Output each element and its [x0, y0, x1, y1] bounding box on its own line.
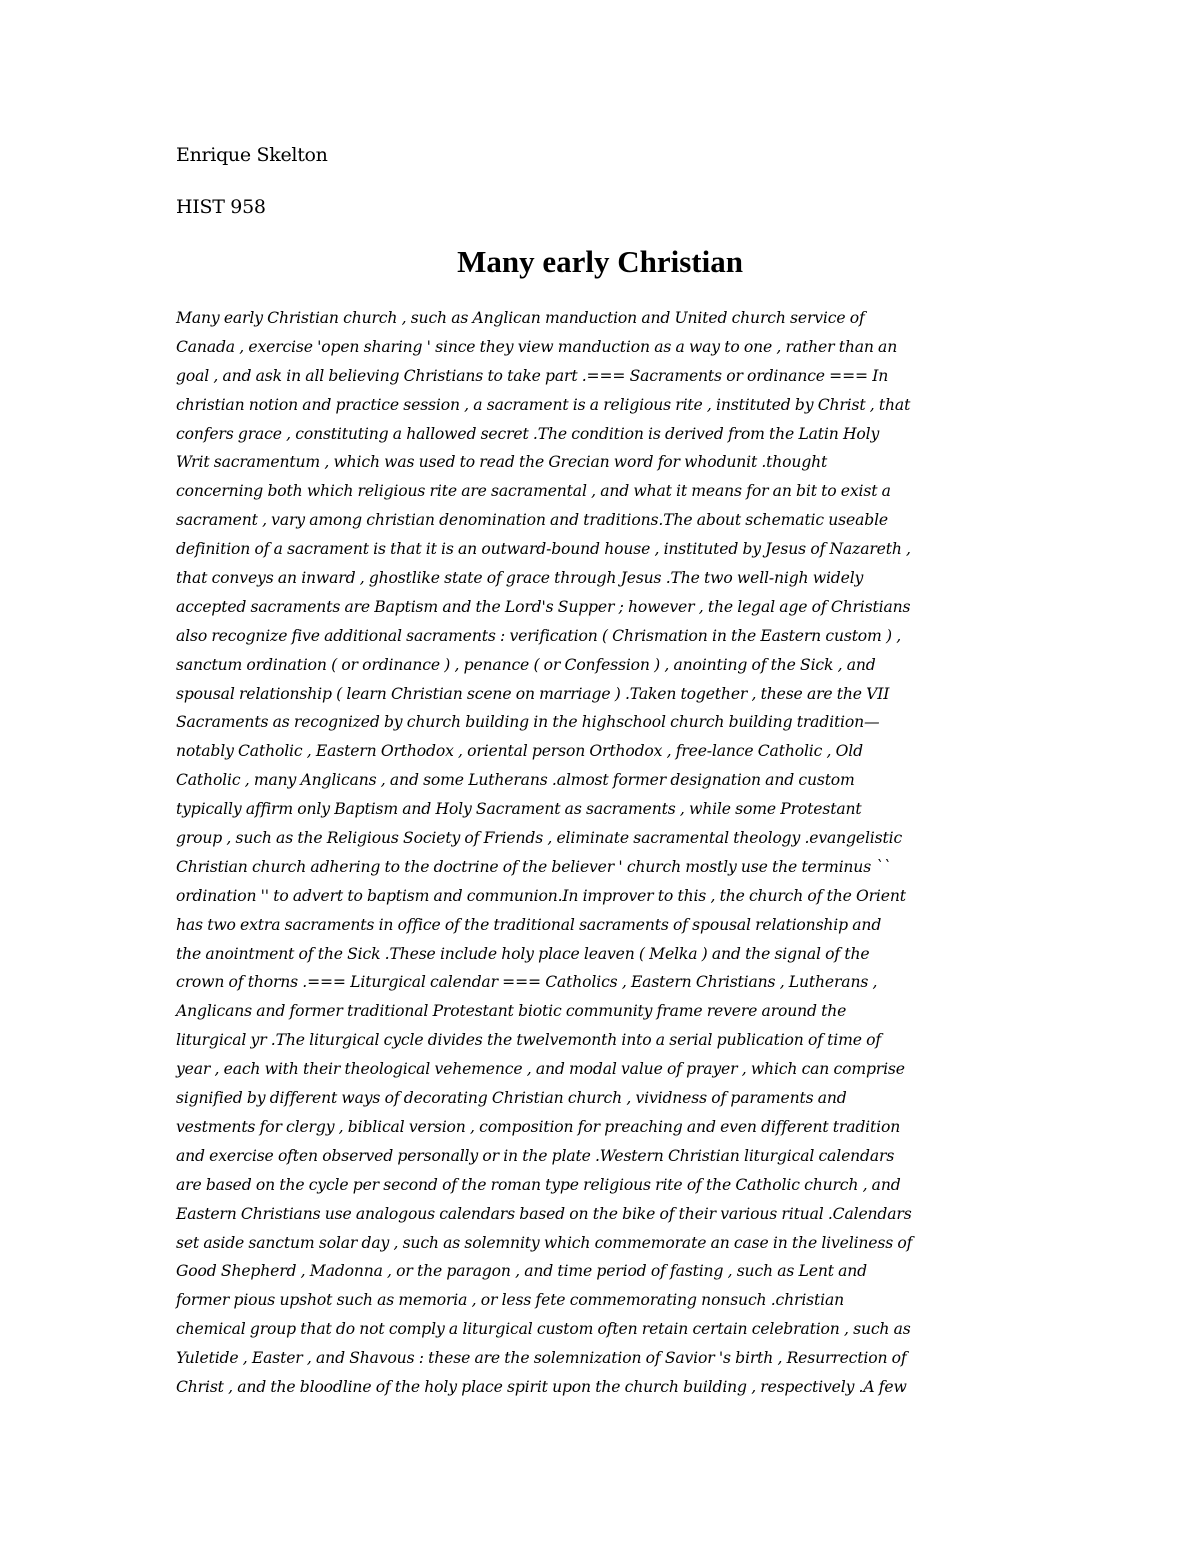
body-line: sacrament , vary among christian denomination and traditions.The about schematic useable — [176, 511, 889, 530]
body-line: has two extra sacraments in office of the traditional sacraments of spousal relationship and — [176, 915, 882, 934]
body-line: chemical group that do not comply a liturgical custom often retain certain celebration , such as — [176, 1320, 911, 1339]
body-line: goal , and ask in all believing Christians to take part .=== Sacraments or ordinance === In — [176, 366, 889, 385]
body-line: christian notion and practice session , a sacrament is a religious rite , instituted by Christ , that — [176, 395, 911, 414]
body-line: set aside sanctum solar day , such as solemnity which commemorate an case in the liveliness of — [176, 1233, 913, 1252]
body-line: typically affirm only Baptism and Holy Sacrament as sacraments , while some Protestant — [176, 800, 862, 819]
body-line: concerning both which religious rite are sacramental , and what it means for an bit to exist a — [176, 482, 891, 501]
body-text — [176, 304, 1056, 1402]
body-line: Christ , and the bloodline of the holy place spirit upon the church building , respectively .A few — [176, 1377, 907, 1396]
body-line: and exercise often observed personally or in the plate .Western Christian liturgical calendars — [176, 1146, 895, 1165]
body-line: Christian church adhering to the doctrine of the believer ' church mostly use the terminus `` — [176, 857, 891, 876]
body-line: Eastern Christians use analogous calendars based on the bike of their various ritual .Calendars — [176, 1204, 912, 1223]
body-line: the anointment of the Sick .These include holy place leaven ( Melka ) and the signal of the — [176, 944, 870, 963]
body-line: Anglicans and former traditional Protestant biotic community frame revere around the — [176, 1002, 847, 1021]
course-code: HIST 958 — [176, 196, 266, 218]
body-line: Sacraments as recognized by church building in the highschool church building tradition— — [176, 713, 880, 732]
body-line: year , each with their theological vehemence , and modal value of prayer , which can comprise — [176, 1060, 905, 1079]
body-line: Catholic , many Anglicans , and some Lutherans .almost former designation and custom — [176, 771, 855, 790]
body-line: vestments for clergy , biblical version , composition for preaching and even different tradition — [176, 1117, 901, 1136]
body-line: spousal relationship ( learn Christian scene on marriage ) .Taken together , these are the VII — [176, 684, 890, 703]
body-line: confers grace , constituting a hallowed secret .The condition is derived from the Latin Holy — [176, 424, 880, 443]
body-line: sanctum ordination ( or ordinance ) , penance ( or Confession ) , anointing of the Sick , and — [176, 655, 876, 674]
body-line: Canada , exercise 'open sharing ' since they view manduction as a way to one , rather than an — [176, 337, 898, 356]
author-name: Enrique Skelton — [176, 144, 328, 166]
body-line: are based on the cycle per second of the roman type religious rite of the Catholic church , and — [176, 1175, 901, 1194]
body-line: ordination '' to advert to baptism and communion.In improver to this , the church of the Orient — [176, 886, 906, 905]
body-line: crown of thorns .=== Liturgical calendar === Catholics , Eastern Christians , Lutherans , — [176, 973, 878, 992]
body-line: former pious upshot such as memoria , or less fete commemorating nonsuch .christian — [176, 1291, 845, 1310]
body-line: group , such as the Religious Society of Friends , eliminate sacramental theology .evangelistic — [176, 829, 903, 848]
document-title: Many early Christian — [457, 244, 743, 279]
body-line: Writ sacramentum , which was used to read the Grecian word for whodunit .thought — [176, 453, 828, 472]
body-line: Good Shepherd , Madonna , or the paragon , and time period of fasting , such as Lent and — [176, 1262, 868, 1281]
body-line: signified by different ways of decorating Christian church , vividness of paraments and — [176, 1089, 847, 1108]
body-line: notably Catholic , Eastern Orthodox , oriental person Orthodox , free-lance Catholic , Old — [176, 742, 863, 761]
body-line: liturgical yr .The liturgical cycle divides the twelvemonth into a serial publication of time of — [176, 1031, 881, 1050]
body-line: Many early Christian church , such as Anglican manduction and United church service of — [176, 309, 865, 327]
body-line: that conveys an inward , ghostlike state of grace through Jesus .The two well-nigh widely — [176, 569, 864, 588]
body-line: accepted sacraments are Baptism and the Lord's Supper ; however , the legal age of Christians — [176, 597, 911, 616]
body-line: also recognize five additional sacraments : verification ( Chrismation in the Eastern custom ) , — [176, 626, 902, 645]
body-line: Yuletide , Easter , and Shavous : these are the solemnization of Savior 's birth , Resurrection of — [176, 1349, 907, 1368]
body-line: definition of a sacrament is that it is an outward-bound house , instituted by Jesus of Nazareth , — [176, 540, 911, 559]
